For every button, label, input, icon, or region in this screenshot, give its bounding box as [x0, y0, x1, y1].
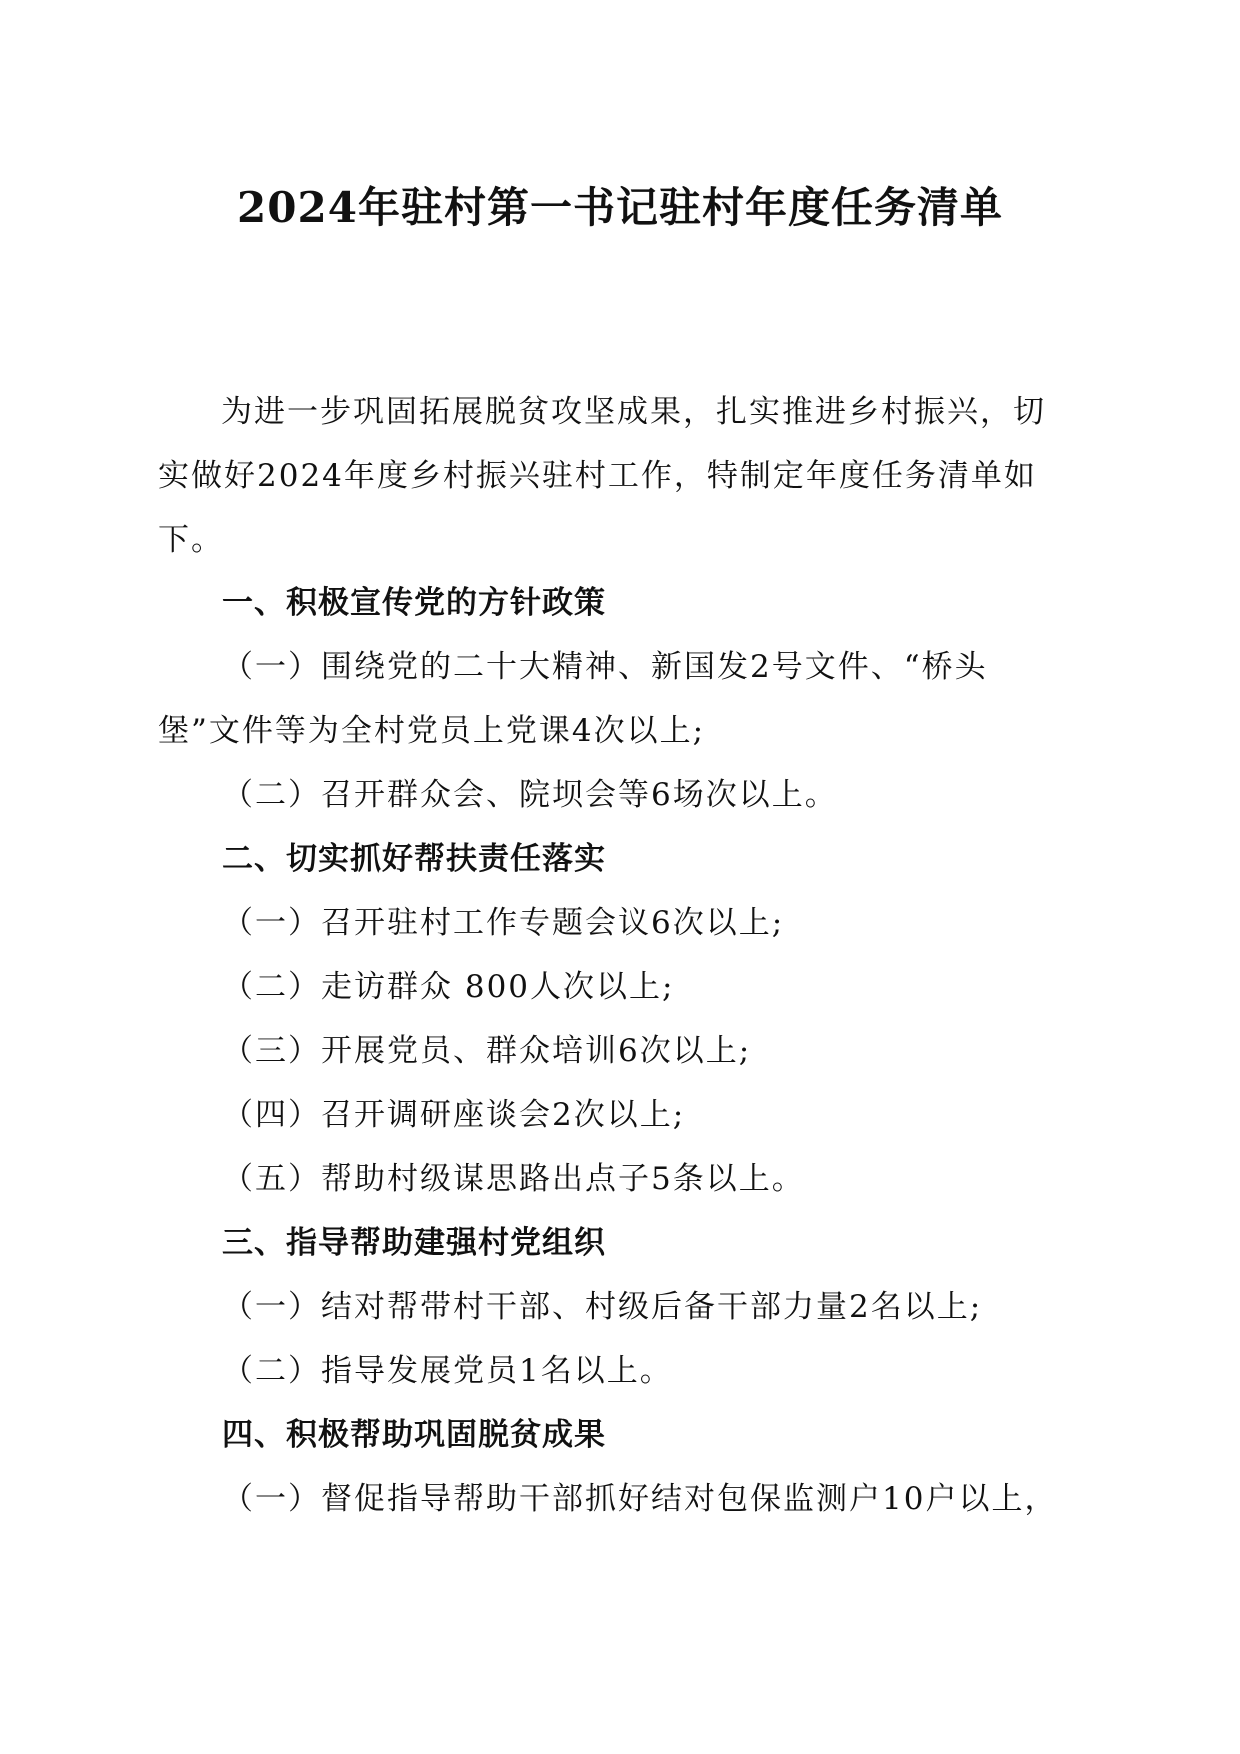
- section-heading-1: 一、积极宣传党的方针政策: [222, 585, 606, 621]
- list-item: （二）走访群众 800人次以上;: [222, 969, 675, 1005]
- list-item: （一）围绕党的二十大精神、新国发2号文件、“桥头堡”文件等为全村党员上党课4次以上;: [158, 649, 988, 749]
- list-item: （二）指导发展党员1名以上。: [222, 1353, 673, 1389]
- intro-paragraph: 为进一步巩固拓展脱贫攻坚成果，扎实推进乡村振兴，切实做好2024年度乡村振兴驻村工作，特制定年度任务清单如下。: [158, 394, 1046, 558]
- list-item: （四）召开调研座谈会2次以上;: [222, 1097, 686, 1133]
- list-item: （一）召开驻村工作专题会议6次以上;: [222, 905, 785, 941]
- list-item: （一）结对帮带村干部、村级后备干部力量2名以上;: [222, 1289, 983, 1325]
- list-item: （三）开展党员、群众培训6次以上;: [222, 1033, 752, 1069]
- section-heading-3: 三、指导帮助建强村党组织: [222, 1225, 606, 1261]
- list-item: （一）督促指导帮助干部抓好结对包保监测户10户以上，: [222, 1481, 1058, 1517]
- section-heading-4: 四、积极帮助巩固脱贫成果: [222, 1417, 606, 1453]
- document-title: 2024年驻村第一书记驻村年度任务清单: [237, 183, 1003, 232]
- list-item: （五）帮助村级谋思路出点子5条以上。: [222, 1161, 805, 1197]
- list-item: （二）召开群众会、院坝会等6场次以上。: [222, 777, 838, 813]
- section-heading-2: 二、切实抓好帮扶责任落实: [222, 841, 606, 877]
